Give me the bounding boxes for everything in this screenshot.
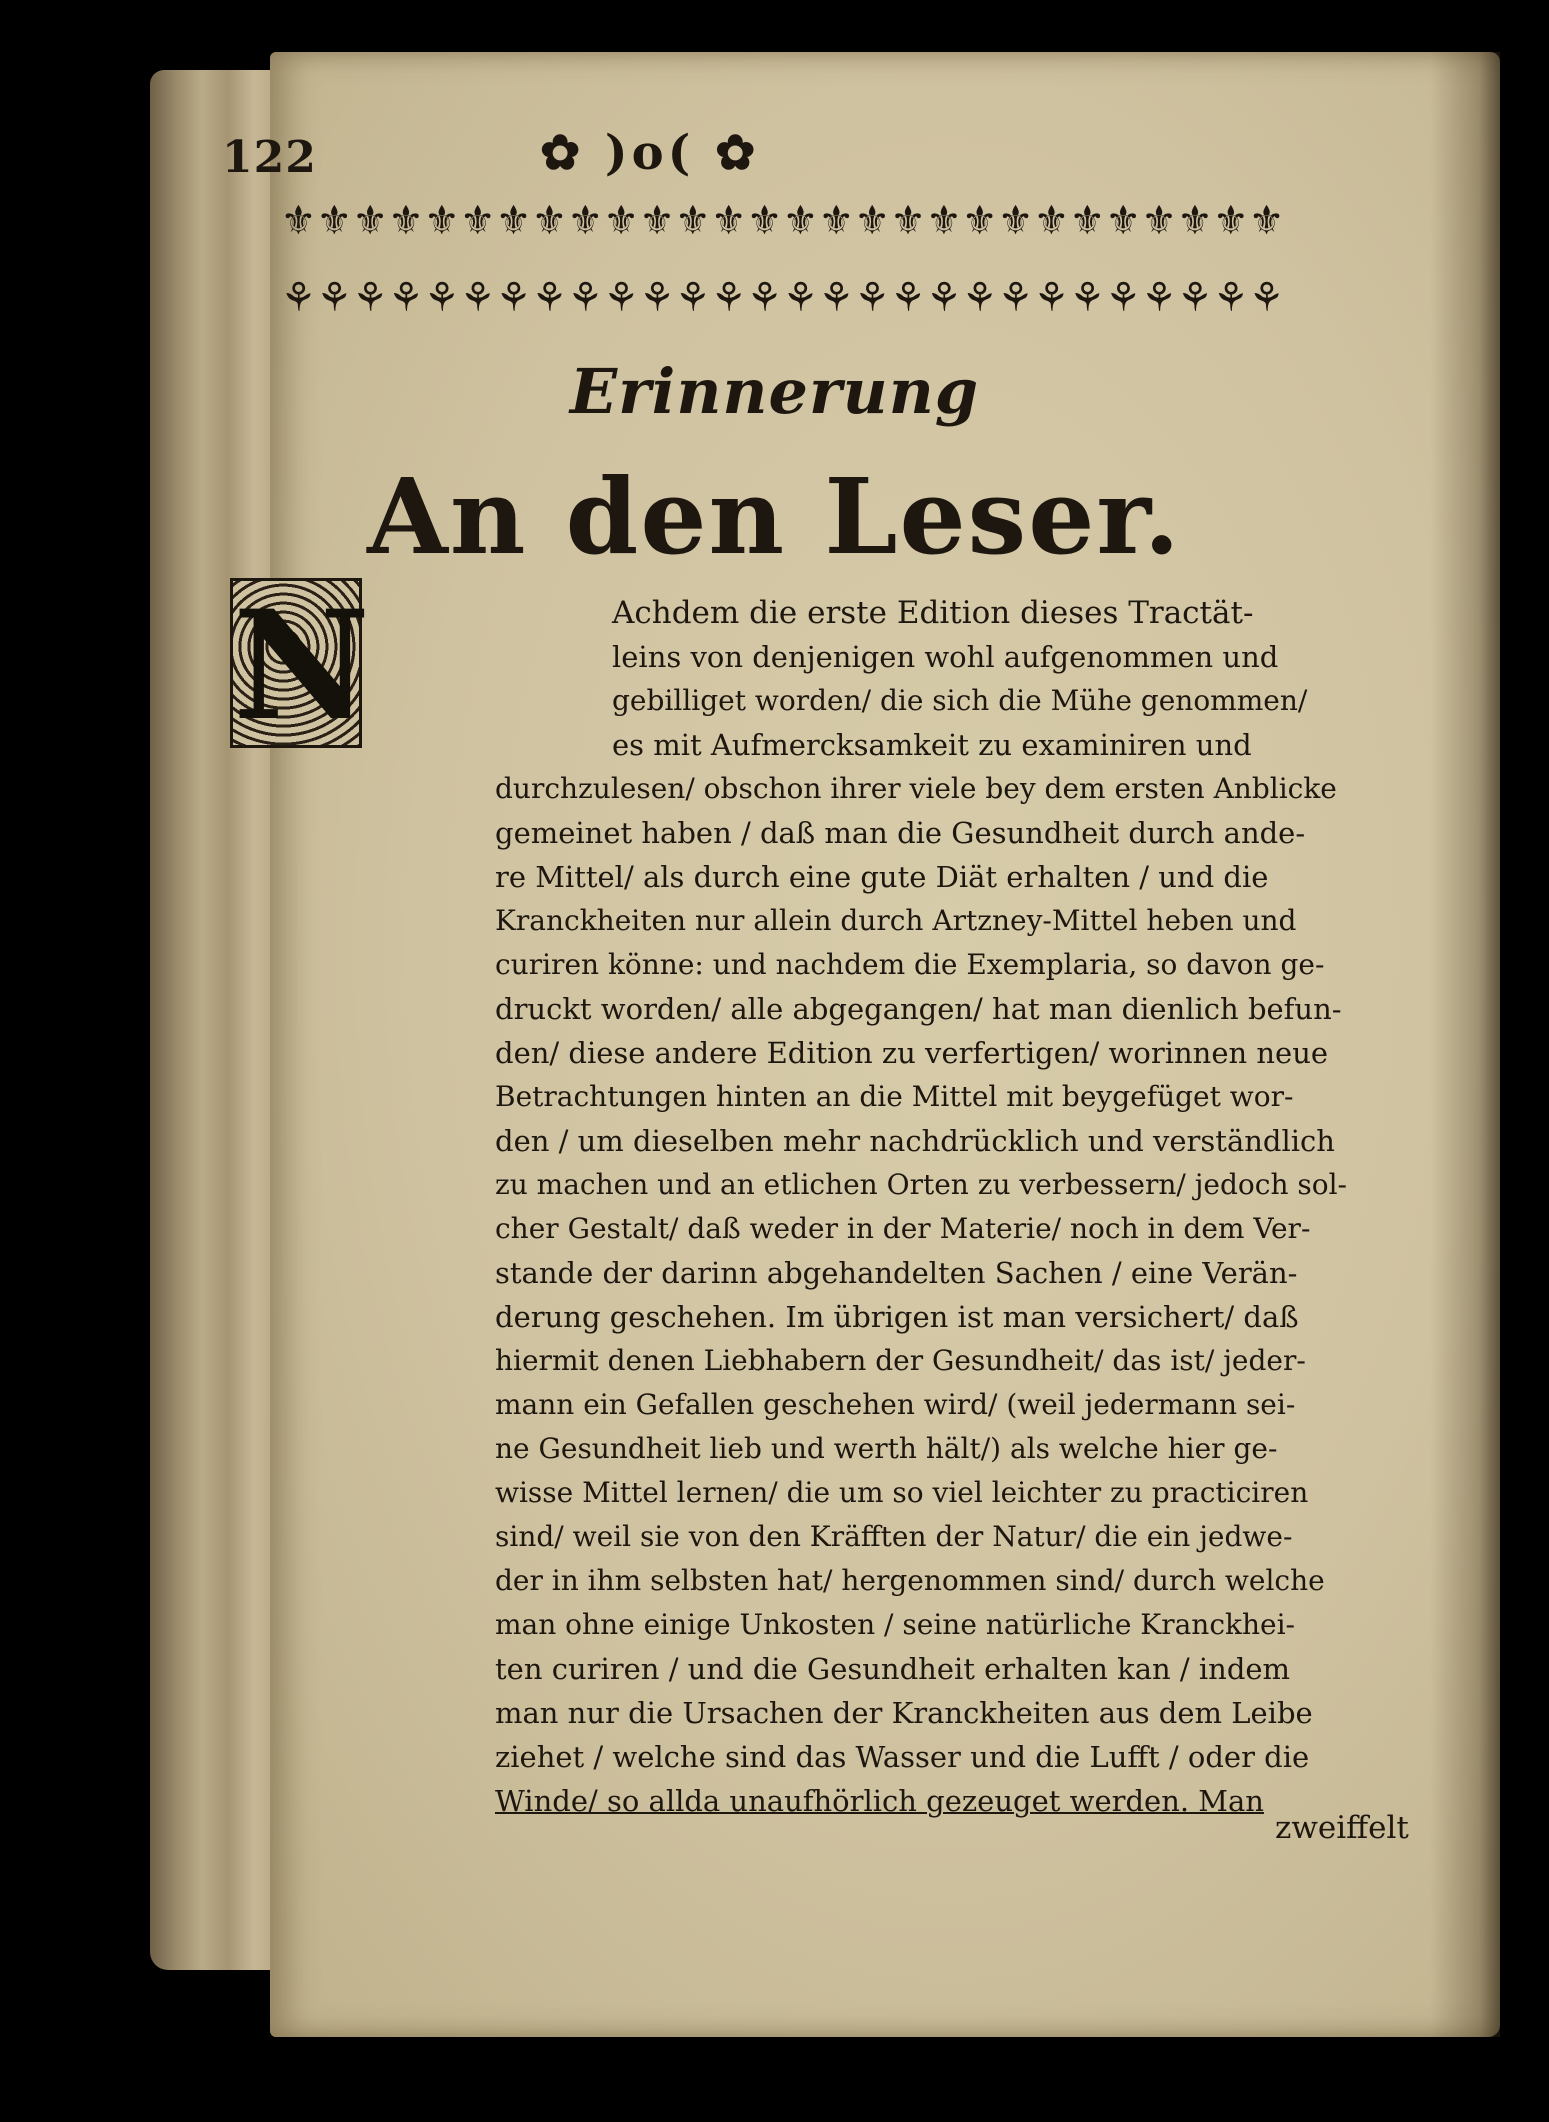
text-line-6: gemeinet haben / daß man die Gesundheit durch ande- (495, 816, 1306, 850)
text-line-3: gebilliget worden/ die sich die Mühe genommen/ (612, 684, 1308, 717)
text-line-12: Betrachtungen hinten an die Mittel mit beygefüget wor- (495, 1080, 1294, 1113)
text-line-10: druckt worden/ alle abgegangen/ hat man dienlich befun- (495, 992, 1342, 1026)
text-line-9: curiren könne: und nachdem die Exemplaria, so davon ge- (495, 948, 1325, 981)
text-line-15: cher Gestalt/ daß weder in der Materie/ noch in dem Ver- (495, 1212, 1311, 1245)
text-line-16: stande der darinn abgehandelten Sachen / eine Verän- (495, 1256, 1298, 1290)
text-line-2: leins von denjenigen wohl aufgenommen und (612, 640, 1279, 674)
text-line-20: ne Gesundheit lieb und werth hält/) als welche hier ge- (495, 1432, 1278, 1465)
page-number: 122 (222, 132, 317, 183)
heading-erinnerung: Erinnerung (569, 355, 980, 428)
decorated-initial (230, 578, 371, 754)
text-line-14: zu machen und an etlichen Orten zu verbessern/ jedoch sol- (495, 1168, 1348, 1201)
ornamental-border-row-1: ⚜⚜⚜⚜⚜⚜⚜⚜⚜⚜⚜⚜⚜⚜⚜⚜⚜⚜⚜⚜⚜⚜⚜⚜⚜⚜⚜⚜ (280, 198, 1285, 244)
text-line-26: man nur die Ursachen der Kranckheiten aus dem Leibe (495, 1696, 1313, 1730)
catchword: zweiffelt (1275, 1810, 1409, 1846)
ornamental-border-row-2: ⚘⚘⚘⚘⚘⚘⚘⚘⚘⚘⚘⚘⚘⚘⚘⚘⚘⚘⚘⚘⚘⚘⚘⚘⚘⚘⚘⚘ (280, 275, 1285, 321)
text-line-28: Winde/ so allda unaufhörlich gezeuget werden. Man (495, 1784, 1264, 1818)
text-line-23: der in ihm selbsten hat/ hergenommen sind/ durch welche (495, 1564, 1325, 1597)
page-gutter-shadow (1430, 52, 1500, 2037)
initial-letter: N (233, 578, 371, 754)
text-line-21: wisse Mittel lernen/ die um so viel leichter zu practiciren (495, 1476, 1309, 1509)
text-line-19: mann ein Gefallen geschehen wird/ (weil jedermann sei- (495, 1388, 1296, 1421)
text-line-1: Achdem die erste Edition dieses Tractät- (612, 595, 1254, 631)
text-line-11: den/ diese andere Edition zu verfertigen/ worinnen neue (495, 1036, 1329, 1070)
text-line-17: derung geschehen. Im übrigen ist man versichert/ daß (495, 1300, 1299, 1334)
text-line-4: es mit Aufmercksamkeit zu examiniren und (612, 728, 1252, 762)
text-line-5: durchzulesen/ obschon ihrer viele bey dem ersten Anblicke (495, 772, 1337, 805)
text-line-25: ten curiren / und die Gesundheit erhalten kan / indem (495, 1652, 1291, 1686)
text-line-27: ziehet / welche sind das Wasser und die Lufft / oder die (495, 1740, 1310, 1774)
text-line-8: Kranckheiten nur allein durch Artzney-Mittel heben und (495, 904, 1297, 937)
text-line-7: re Mittel/ als durch eine gute Diät erhalten / und die (495, 860, 1269, 894)
text-line-24: man ohne einige Unkosten / seine natürliche Kranckhei- (495, 1608, 1295, 1641)
text-line-18: hiermit denen Liebhabern der Gesundheit/ das ist/ jeder- (495, 1344, 1306, 1377)
text-line-13: den / um dieselben mehr nachdrücklich und verständlich (495, 1124, 1335, 1158)
text-line-22: sind/ weil sie von den Kräfften der Natur/ die ein jedwe- (495, 1520, 1293, 1553)
running-head-ornament: ✿ )o( ✿ (540, 125, 760, 181)
heading-an-den-leser: An den Leser. (367, 455, 1182, 578)
